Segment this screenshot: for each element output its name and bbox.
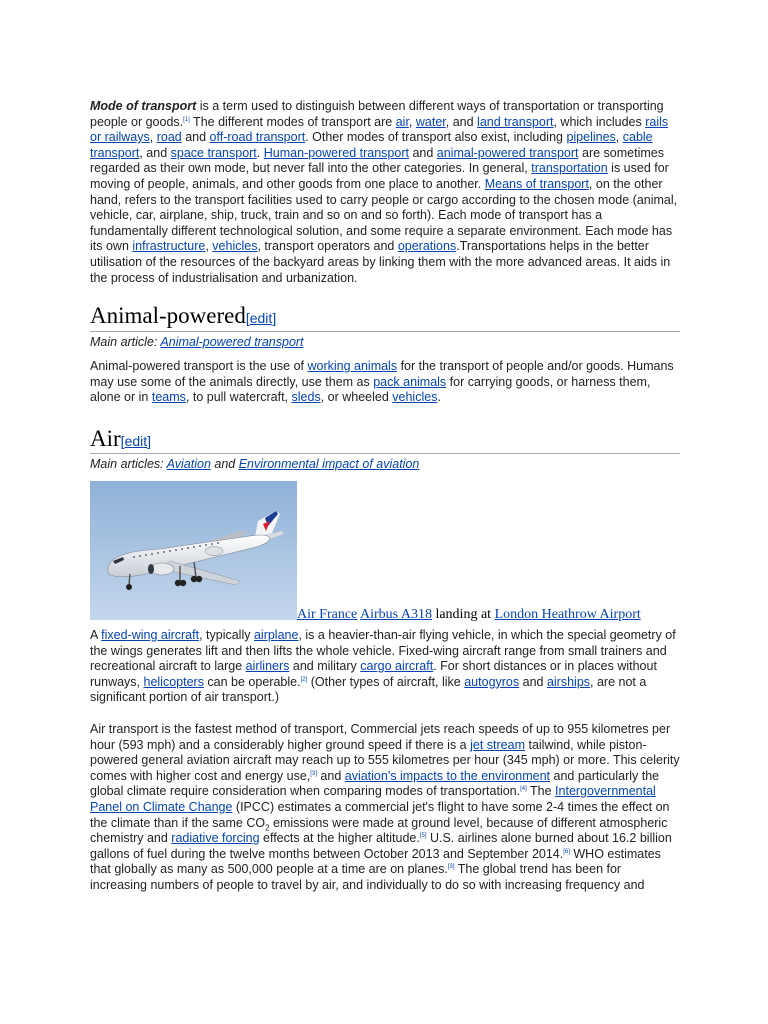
airplane-illustration [90,481,297,620]
link-pipelines[interactable]: pipelines [566,130,616,145]
citation-link[interactable]: [3] [447,864,455,871]
link-fixed-wing-aircraft[interactable]: fixed-wing aircraft [101,627,200,642]
intro-term: Mode of transport [90,99,197,113]
link-land-transport[interactable]: land transport [477,114,554,129]
link-vehicles[interactable]: vehicles [392,390,438,405]
link-road[interactable]: road [156,130,182,145]
link-rails[interactable]: rails or railways [90,114,669,145]
edit-link[interactable]: edit [249,310,273,327]
link-transportation[interactable]: transportation [531,161,608,176]
link-autogyros[interactable]: autogyros [464,674,520,689]
link-space-transport[interactable]: space transport [170,145,257,160]
link-ipcc[interactable]: Intergovernmental Panel on Climate Change [90,784,656,814]
link-water[interactable]: water [415,114,446,129]
link-off-road[interactable]: off-road transport [209,130,306,145]
citation-link[interactable]: [2] [300,676,308,683]
article-body [90,99,680,893]
hatnote: Main article: Animal-powered transport [90,334,304,349]
figure [90,481,680,623]
link-pack-animals[interactable]: pack animals [373,374,447,389]
figure-caption: Air France Airbus A318 landing at London Heathrow Airport [297,606,641,622]
link-vehicles[interactable]: vehicles [212,239,258,254]
link-teams[interactable]: teams [151,390,186,405]
air-paragraph-1: A fixed-wing aircraft, typically airplane, is a heavier-than-air flying vehicle, in which the special geometry of the wings generates lift and then lifts the whole vehicle. Fixed-wing aircraft range from small trainers and recreational aircraft to large airliners and military cargo aircraft. For short distances or in places without runways, helicopters can be operable.[2] (Other types of aircraft, like autogyros and airships, are not a significant portion of air transport.) [90,627,676,705]
link-airships[interactable]: airships [546,674,591,689]
link-helicopters[interactable]: helicopters [143,674,204,689]
hatnote: Main articles: Aviation and Environmental impact of aviation [90,457,420,472]
link-animal-powered[interactable]: animal-powered transport [436,145,579,160]
link-air-france[interactable]: Air France [297,606,358,622]
edit-section-link: [edit] [245,310,277,327]
link-infrastructure[interactable]: infrastructure [132,239,206,254]
edit-link[interactable]: edit [124,432,148,449]
link-radiative-forcing[interactable]: radiative forcing [171,831,260,846]
section-heading-animal-powered: Animal-powered[edit] [90,303,680,331]
link-airliners[interactable]: airliners [245,659,290,674]
citation-link[interactable]: [1] [183,116,190,123]
link-human-powered[interactable]: Human-powered transport [263,145,409,160]
main-article-link[interactable]: Animal-powered transport [160,334,304,349]
main-article-link-aviation[interactable]: Aviation [166,457,211,472]
edit-section-link: [edit] [120,432,152,449]
link-air[interactable]: air [395,114,409,129]
link-airbus-a318[interactable]: Airbus A318 [360,606,432,622]
link-airplane[interactable]: airplane [253,627,299,642]
citation-link[interactable]: [5] [419,833,427,840]
link-london-heathrow-airport[interactable]: London Heathrow Airport [494,606,641,622]
animal-paragraph: Animal-powered transport is the use of working animals for the transport of people and/or goods. Humans may use some of the animals directly, use them as pack animals for carrying goods, or harness them, alone or in teams, to pull watercraft, sleds, or wheeled vehicles. [90,359,674,405]
link-jet-stream[interactable]: jet stream [470,737,525,752]
link-aviation-impacts[interactable]: aviation's impacts to the environment [344,768,551,783]
subscript-2: 2 [265,823,270,832]
citation-link[interactable]: [4] [520,786,527,793]
air-paragraph-2: Air transport is the fastest method of transport, Commercial jets reach speeds of up to 955 kilometres per hour (593 mph) and a considerably higher ground speed if there is a jet stream tailwind, while piston-powered general aviation aircraft may reach up to 555 kilometres per hour (345 mph) or more. This celerity comes with higher cost and energy use,[3] and aviation's impacts to the environment and particularly the global climate require consideration when comparing modes of transportation.[4] The Intergovernmental Panel on Climate Change (IPCC) estimates a commercial jet's flight to have some 2-4 times the effect on the climate than if the same $CO_2$ emissions were made at ground level, because of different atmospheric chemistry and radiative forcing effects at the higher altitude.[5] U.S. airlines alone burned about 16.2 billion gallons of fuel during the twelve months between October 2013 and September 2014.[6] WHO estimates that globally as many as 500,000 people at a time are on planes.[3] The global trend has been for increasing numbers of people to travel by air, and individually to do so with increasing frequency and [90,721,680,892]
link-cargo-aircraft[interactable]: cargo aircraft [360,659,434,674]
link-working-animals[interactable]: working animals [307,359,398,374]
citation-link[interactable]: [6] [563,848,570,855]
citation-link[interactable]: [3] [310,770,317,777]
intro-paragraph: Mode of transport is a term used to distinguish between different ways of transportation or transporting people or goods.[1] The different modes of transport are air, water, and land transport, which includes rails or railways, road and off-road transport. Other modes of transport also exist, including pipelines, cable transport, and space transport. Human-powered transport and animal-powered transport are sometimes regarded as their own mode, but never fall into the other categories. In general, transportation is used for moving of people, animals, and other goods from one place to another. Means of transport, on the other hand, refers to the transport facilities used to carry people or cargo according to the chosen mode (animal, vehicle, car, airplane, ship, truck, train and so on and so forth). Each mode of transport has a fundamentally different technological solution, and some require a separate environment. Each mode has its own infrastructure, vehicles, transport operators and operations.Transportations helps in the better utilisation of the resources of the backyard areas by linking them with the more advanced areas. It aids in the process of industrialisation and urbanization. [90,99,678,285]
section-heading-air: Air[edit] [90,426,680,454]
link-cable-transport[interactable]: cable transport [90,130,653,160]
airplane-photo[interactable] [90,481,297,620]
link-operations[interactable]: operations [397,239,457,254]
link-means-of-transport[interactable]: Means of transport [484,176,589,191]
link-sleds[interactable]: sleds [291,390,321,405]
main-article-link-environmental-impact[interactable]: Environmental impact of aviation [238,457,420,472]
